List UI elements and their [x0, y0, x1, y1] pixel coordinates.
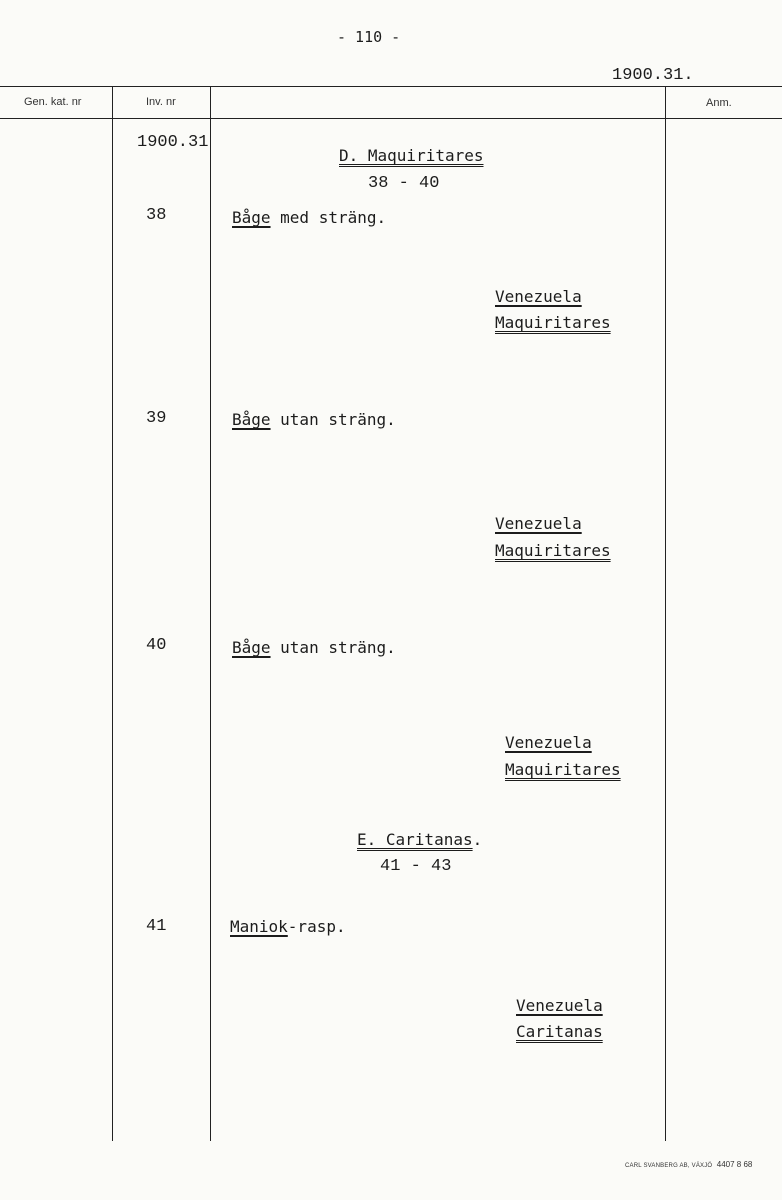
item-38-rest: med sträng.: [270, 208, 387, 227]
header-gen-kat-nr: Gen. kat. nr: [24, 96, 82, 108]
group-e-title-line: [357, 830, 482, 849]
group-e-period: .: [472, 830, 483, 849]
item-39-description: [232, 410, 396, 429]
group-e-title: E. Caritanas: [357, 830, 473, 849]
item-41-rest: -rasp.: [287, 917, 346, 936]
inv-number-38: 38: [146, 206, 167, 225]
inv-number-39: 39: [146, 409, 167, 428]
item-40-name: Båge: [232, 638, 271, 657]
group-d-title: D. Maquiritares: [339, 146, 484, 165]
column-divider-desc-anm: [665, 86, 666, 1141]
collection-start-number: 1900.31: [137, 133, 209, 152]
group-e-range: 41 - 43: [380, 857, 452, 876]
collection-number: 1900.31.: [612, 66, 694, 85]
item-39-people: Maquiritares: [495, 541, 611, 560]
item-41-name: Maniok: [230, 917, 288, 936]
page-number: - 110 -: [337, 28, 401, 46]
item-41-description: [230, 917, 346, 936]
inv-number-40: 40: [146, 636, 167, 655]
inv-number-41: 41: [146, 917, 167, 936]
item-39-country: Venezuela: [495, 514, 582, 533]
header-inv-nr: Inv. nr: [146, 96, 176, 108]
item-38-people: Maquiritares: [495, 313, 611, 332]
item-39-rest: utan sträng.: [270, 410, 396, 429]
column-divider-inv-desc: [210, 86, 211, 1141]
item-41-people: Caritanas: [516, 1022, 603, 1041]
item-40-description: [232, 638, 396, 657]
group-d-range: 38 - 40: [368, 174, 440, 193]
printer-name: CARL SVANBERG AB, VÄXJÖ: [625, 1163, 713, 1169]
item-39-name: Båge: [232, 410, 271, 429]
item-38-name: Båge: [232, 208, 271, 227]
header-anm: Anm.: [706, 97, 732, 109]
column-divider-gen-inv: [112, 86, 113, 1141]
form-code: 4407 8 68: [716, 1160, 753, 1169]
item-40-people: Maquiritares: [505, 760, 621, 779]
item-38-description: [232, 208, 386, 227]
item-38-country: Venezuela: [495, 287, 582, 306]
item-41-country: Venezuela: [516, 996, 603, 1015]
item-40-country: Venezuela: [505, 733, 592, 752]
printer-imprint: [625, 1160, 752, 1169]
item-40-rest: utan sträng.: [270, 638, 396, 657]
